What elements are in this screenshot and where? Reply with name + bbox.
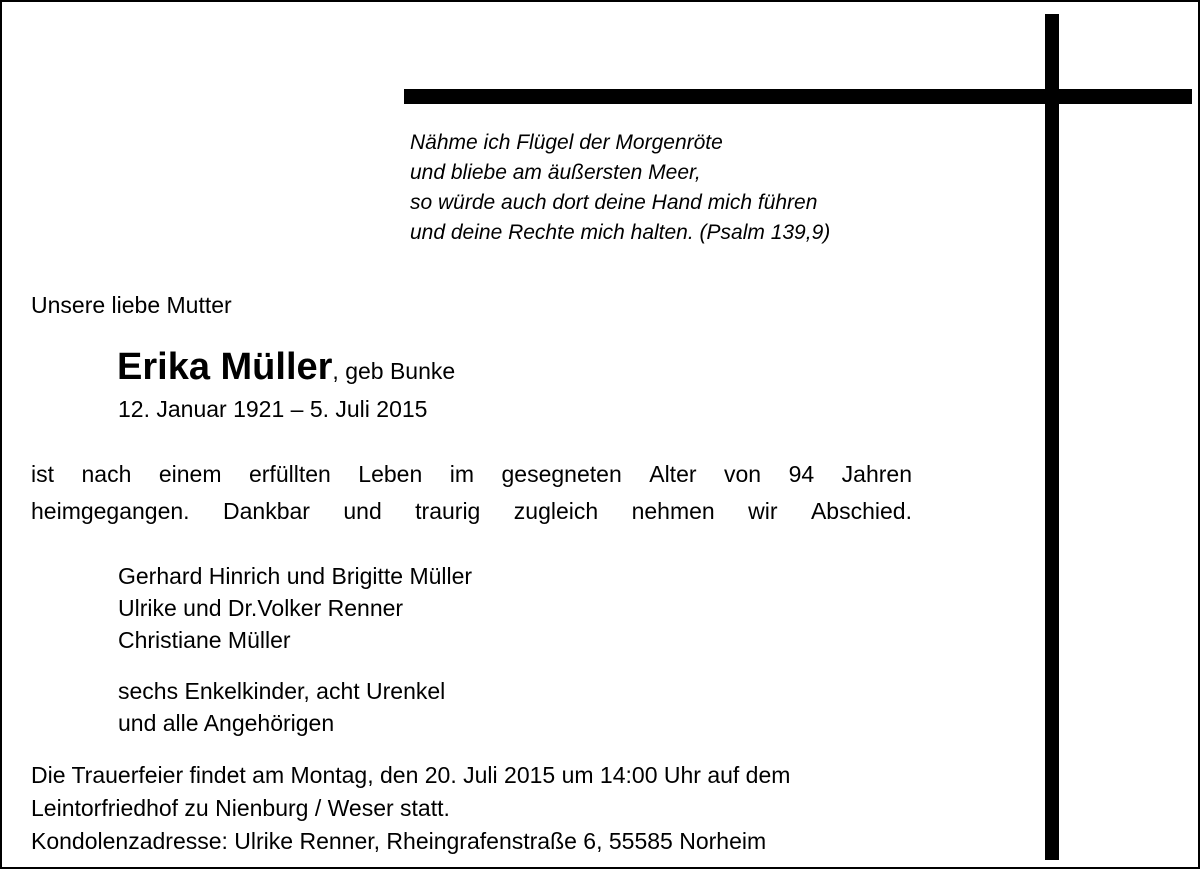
message-word: gesegneten [501,461,622,487]
message-word: im [449,461,475,487]
message-line-2 [31,493,912,530]
family-list [118,560,472,656]
message-word: und [343,498,382,524]
message-word: ist [31,461,54,487]
message-word: einem [158,461,222,487]
funeral-info-line: Leintorfriedhof zu Nienburg / Weser statt. [31,795,450,821]
condolence-address: Kondolenzadresse: Ulrike Renner, Rheingrafenstraße 6, 55585 Norheim [31,828,767,854]
psalm-line: und bliebe am äußersten Meer, [410,161,701,184]
relatives-list [118,675,445,739]
message-word: Dankbar [223,498,310,524]
message-word: nehmen [631,498,715,524]
message-word: zugleich [513,498,599,524]
message-word: nach [81,461,132,487]
message-word: Leben [358,461,423,487]
message-word: Jahren [841,461,912,487]
message-word: heimgegangen. [31,498,190,524]
cross-vertical-bar [1045,14,1059,860]
family-member: Gerhard Hinrich und Brigitte Müller [118,563,473,589]
message-word: 94 [788,461,815,487]
deceased-name-line [117,346,455,389]
family-member: Christiane Müller [118,627,291,653]
relatives-line: und alle Angehörigen [118,710,335,736]
message-word: traurig [415,498,481,524]
message-word: von [724,461,762,487]
message-word: Alter [649,461,697,487]
psalm-line: Nähme ich Flügel der Morgenröte [410,131,723,154]
relatives-line: sechs Enkelkinder, acht Urenkel [118,678,446,704]
psalm-quote [410,128,830,248]
cross-horizontal-bar [404,89,1192,104]
life-dates: 12. Januar 1921 – 5. Juli 2015 [118,396,428,422]
message-line-1 [31,456,912,493]
message-word: wir [748,498,778,524]
funeral-info [31,759,790,858]
psalm-line: und deine Rechte mich halten. (Psalm 139,9) [410,221,831,244]
intro-text: Unsere liebe Mutter [31,292,232,318]
message-word: erfüllten [248,461,331,487]
psalm-line: so würde auch dort deine Hand mich führen [410,191,818,214]
message-word: Abschied. [810,498,912,524]
family-member: Ulrike und Dr.Volker Renner [118,595,404,621]
funeral-info-line: Die Trauerfeier findet am Montag, den 20. Juli 2015 um 14:00 Uhr auf dem [31,762,791,788]
maiden-name: , geb Bunke [332,358,456,384]
message-paragraph [31,456,912,530]
deceased-name: Erika Müller [117,346,333,388]
